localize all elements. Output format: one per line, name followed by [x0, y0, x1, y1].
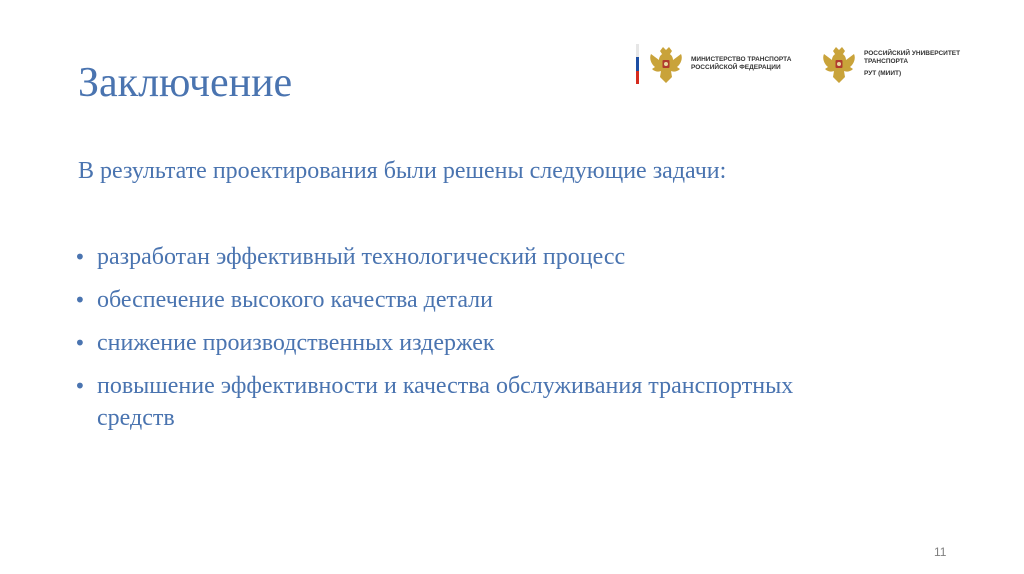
ministry-name: [691, 56, 791, 72]
slide-title: Заключение: [78, 60, 293, 106]
university-logo: [820, 42, 960, 86]
list-item: [74, 284, 834, 316]
bullet-dot: •: [74, 288, 86, 312]
double-headed-eagle-icon: [647, 43, 685, 85]
ministry-line1: МИНИСТЕРСТВО ТРАНСПОРТА: [691, 56, 792, 63]
list-item: [74, 327, 834, 359]
university-line2: ТРАНСПОРТА: [864, 58, 909, 65]
bullet-dot: •: [74, 331, 86, 355]
double-headed-eagle-icon: [820, 43, 858, 85]
bullet-list: [74, 241, 834, 445]
university-line1: РОССИЙСКИЙ УНИВЕРСИТЕТ: [864, 50, 961, 57]
ministry-logo: [636, 42, 791, 86]
ministry-line2: РОССИЙСКОЙ ФЕДЕРАЦИИ: [691, 64, 781, 71]
lead-text: В результате проектирования были решены следующие задачи:: [78, 158, 727, 184]
bullet-text: разработан эффективный технологический процесс: [97, 244, 626, 270]
university-abbrev: РУТ (МИИТ): [864, 70, 902, 77]
university-name: [864, 50, 960, 78]
russian-flag-stripe: [636, 44, 639, 84]
bullet-text: повышение эффективности и качества обслуживания транспортных средств: [97, 373, 794, 431]
list-item: [74, 241, 834, 273]
page-number: 11: [934, 545, 947, 559]
bullet-text: снижение производственных издержек: [97, 330, 495, 356]
list-item: [74, 370, 834, 434]
bullet-text: обеспечение высокого качества детали: [97, 287, 493, 313]
bullet-dot: •: [74, 245, 86, 269]
bullet-dot: •: [74, 374, 86, 398]
